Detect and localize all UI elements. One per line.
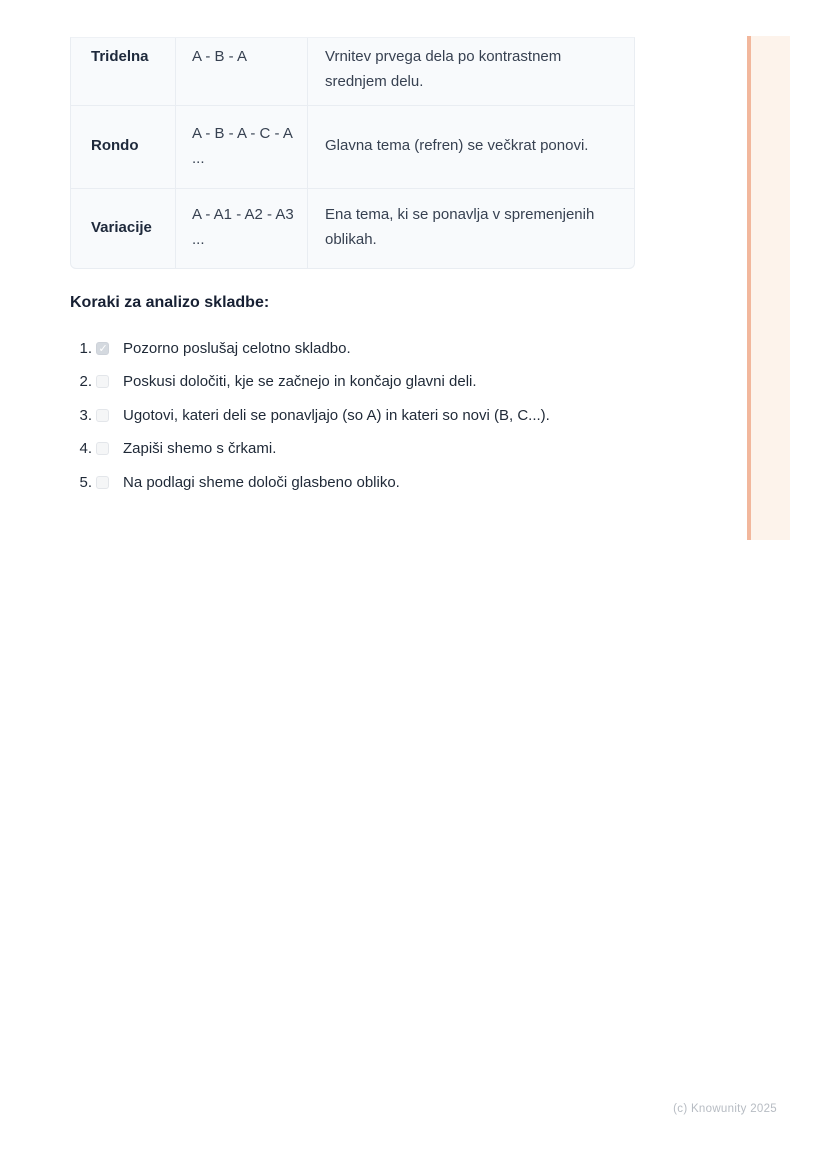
step-label: Ugotovi, kateri deli se ponavljajo (so A) in kateri so novi (B, C...). — [123, 406, 550, 424]
list-item — [70, 439, 550, 459]
copyright-footer: (c) Knowunity 2025 — [673, 1103, 777, 1115]
step-number: 3. — [79, 406, 92, 424]
step-label: Poskusi določiti, kje se začnejo in končajo glavni deli. — [123, 373, 477, 390]
step-number: 5. — [79, 473, 92, 491]
checkbox-icon[interactable] — [96, 409, 109, 422]
form-scheme-cell: A - B - A — [176, 38, 308, 106]
form-name-cell: Rondo — [71, 106, 176, 189]
step-number: 2. — [79, 373, 92, 390]
step-number: 4. — [79, 440, 92, 457]
table-row — [71, 38, 634, 106]
steps-list — [70, 338, 550, 506]
music-forms-table — [70, 37, 635, 269]
step-label: Na podlagi sheme določi glasbeno obliko. — [123, 473, 400, 491]
form-description-cell: Glavna tema (refren) se večkrat ponovi. — [308, 106, 634, 189]
checkbox-icon[interactable] — [96, 476, 109, 489]
table-row — [71, 189, 634, 268]
step-label: Zapiši shemo s črkami. — [123, 440, 277, 457]
list-item — [70, 338, 550, 358]
form-name-cell: Tridelna — [71, 38, 176, 106]
step-label: Pozorno poslušaj celotno skladbo. — [123, 339, 351, 357]
form-scheme-cell: A - B - A - C - A ... — [176, 106, 308, 189]
list-item — [70, 472, 550, 492]
step-number: 1. — [79, 339, 92, 357]
table-row — [71, 106, 634, 189]
form-description-cell: Vrnitev prvega dela po kontrastnem srednjem delu. — [308, 38, 634, 106]
steps-heading: Koraki za analizo skladbe: — [70, 294, 270, 311]
checkbox-icon[interactable] — [96, 375, 109, 388]
form-scheme-cell: A - A1 - A2 - A3 ... — [176, 189, 308, 268]
list-item — [70, 372, 550, 392]
list-item — [70, 405, 550, 425]
form-description-cell: Ena tema, ki se ponavlja v spremenjenih oblikah. — [325, 206, 595, 248]
checkbox-icon[interactable] — [96, 442, 109, 455]
form-name-cell: Variacije — [71, 189, 176, 268]
checkbox-icon[interactable] — [96, 342, 109, 355]
page-edge-highlight-bar — [747, 36, 790, 540]
